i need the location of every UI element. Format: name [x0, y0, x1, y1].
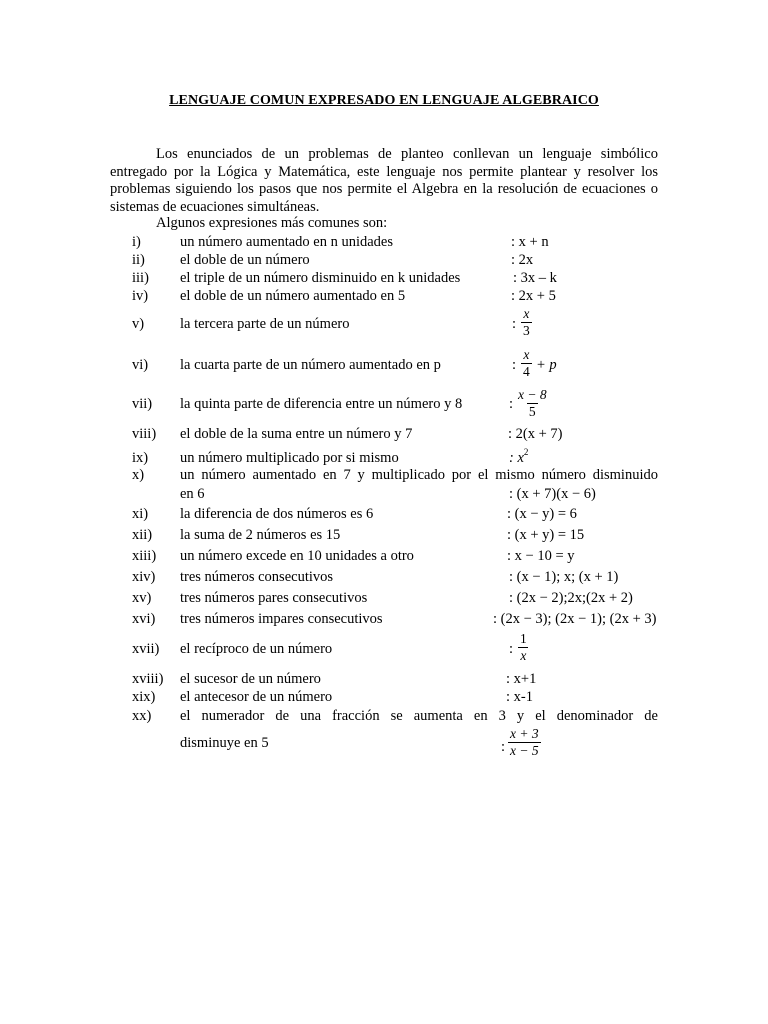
- item-number: vi): [132, 357, 149, 373]
- item-text: el antecesor de un número: [180, 689, 333, 705]
- item-number: ix): [132, 450, 149, 466]
- item-expression-tail: + p: [536, 357, 557, 373]
- item-number: iv): [132, 288, 149, 304]
- item-text: el doble de un número aumentado en 5: [180, 288, 406, 304]
- item-number: xi): [132, 506, 149, 522]
- item-text: un número aumentado en n unidades: [180, 234, 394, 250]
- intro-paragraph: Los enunciados de un problemas de planteo conllevan un lenguaje simbólico entregado por la Lógica y Matemática, este lenguaje nos permite plantear y resolver los problemas siguiendo los pasos que nos permite el Algebra en la resolución de ecuaciones o sistemas de ecuaciones simultáneas.: [110, 146, 658, 215]
- item-expression: : x + n: [511, 234, 549, 250]
- item-number: xv): [132, 590, 152, 606]
- item-number: v): [132, 316, 145, 332]
- list-intro: Algunos expresiones más comunes son:: [156, 215, 388, 231]
- item-number: iii): [132, 270, 149, 286]
- item-expression: : (x − 1); x; (x + 1): [509, 569, 619, 585]
- item-colon: :: [509, 396, 514, 412]
- item-text: la tercera parte de un número: [180, 316, 350, 332]
- item-expression: : x-1: [506, 689, 533, 705]
- fraction-numerator: x: [523, 306, 530, 321]
- item-number: xix): [132, 689, 156, 705]
- item-text-continued: disminuye en 5: [180, 735, 269, 751]
- list-item: [0, 347, 768, 379]
- item-fraction: [521, 347, 532, 380]
- item-exponent: 2: [523, 447, 529, 457]
- item-expression: : (x + 7)(x − 6): [509, 486, 596, 502]
- item-fraction: [508, 726, 541, 759]
- fraction-denominator: 5: [528, 404, 536, 419]
- fraction-denominator: 3: [523, 323, 530, 338]
- fraction-numerator: x − 8: [518, 387, 547, 402]
- item-fraction: [516, 387, 549, 420]
- item-colon: :: [501, 739, 506, 755]
- item-text: el doble de la suma entre un número y 7: [180, 426, 413, 442]
- list-item: [0, 270, 768, 290]
- list-item: [0, 569, 768, 589]
- item-text: el recíproco de un número: [180, 641, 333, 657]
- item-text: la cuarta parte de un número aumentado en p: [180, 357, 441, 373]
- list-item: [0, 288, 768, 308]
- item-text: el sucesor de un número: [180, 671, 321, 687]
- item-expression-base: : x: [509, 450, 524, 466]
- list-item-continuation: [0, 486, 768, 506]
- list-item: [0, 234, 768, 254]
- item-text: el numerador de una fracción se aumenta en 3 y el denominador de: [180, 708, 658, 724]
- item-expression: : 2(x + 7): [508, 426, 563, 442]
- item-text: la diferencia de dos números es 6: [180, 506, 374, 522]
- fraction-denominator: 4: [523, 364, 530, 379]
- item-number: viii): [132, 426, 157, 442]
- item-text: tres números consecutivos: [180, 569, 334, 585]
- fraction-denominator: x: [520, 648, 527, 663]
- list-item: [0, 689, 768, 709]
- list-item: [0, 426, 768, 446]
- item-text-continued: en 6: [180, 486, 205, 502]
- page-title: LENGUAJE COMUN EXPRESADO EN LENGUAJE ALGEBRAICO: [169, 93, 599, 108]
- item-number: i): [132, 234, 141, 250]
- item-fraction: [521, 306, 532, 339]
- item-number: ii): [132, 252, 145, 268]
- item-number: vii): [132, 396, 153, 412]
- list-item: [0, 631, 768, 663]
- item-expression: : x+1: [506, 671, 537, 687]
- item-expression: : (x + y) = 15: [507, 527, 585, 543]
- item-number: xvi): [132, 611, 156, 627]
- list-item: [0, 252, 768, 272]
- list-item: [0, 708, 768, 728]
- fraction-denominator: x − 5: [510, 743, 539, 758]
- item-expression: : (2x − 2);2x;(2x + 2): [509, 590, 633, 606]
- item-text: la quinta parte de diferencia entre un número y 8: [180, 396, 463, 412]
- item-text: la suma de 2 números es 15: [180, 527, 341, 543]
- item-number: xii): [132, 527, 153, 543]
- list-item-continuation: [0, 726, 768, 765]
- list-item: [0, 671, 768, 691]
- item-expression: : 2x: [511, 252, 534, 268]
- item-text: un número excede en 10 unidades a otro: [180, 548, 414, 564]
- item-colon: :: [512, 316, 517, 332]
- item-colon: :: [512, 357, 517, 373]
- item-expression: : (x − y) = 6: [507, 506, 577, 522]
- item-expression: [509, 447, 529, 467]
- fraction-numerator: x: [523, 347, 530, 362]
- item-expression: : (2x − 3); (2x − 1); (2x + 3): [493, 611, 657, 627]
- item-text: un número aumentado en 7 y multiplicado por el mismo número disminuido: [180, 467, 658, 483]
- list-item: [0, 548, 768, 568]
- fraction-numerator: x + 3: [510, 726, 539, 741]
- item-number: xiv): [132, 569, 156, 585]
- list-item: [0, 527, 768, 547]
- list-item: [0, 506, 768, 526]
- item-expression: : x − 10 = y: [507, 548, 575, 564]
- item-colon: :: [509, 641, 514, 657]
- item-number: xx): [132, 708, 152, 724]
- item-number: x): [132, 467, 145, 483]
- item-expression: : 2x + 5: [511, 288, 556, 304]
- list-item: [0, 611, 768, 631]
- item-number: xvii): [132, 641, 160, 657]
- fraction-numerator: 1: [520, 631, 527, 646]
- item-expression: : 3x – k: [513, 270, 557, 286]
- item-text: el triple de un número disminuido en k unidades: [180, 270, 461, 286]
- item-text: tres números pares consecutivos: [180, 590, 368, 606]
- list-item: [0, 306, 768, 338]
- item-text: un número multiplicado por si mismo: [180, 450, 399, 466]
- item-fraction: [518, 631, 529, 664]
- list-item: [0, 387, 768, 419]
- list-item: [0, 590, 768, 610]
- list-item: [0, 467, 768, 487]
- item-text: tres números impares consecutivos: [180, 611, 383, 627]
- item-text: el doble de un número: [180, 252, 310, 268]
- item-number: xiii): [132, 548, 157, 564]
- item-number: xviii): [132, 671, 164, 687]
